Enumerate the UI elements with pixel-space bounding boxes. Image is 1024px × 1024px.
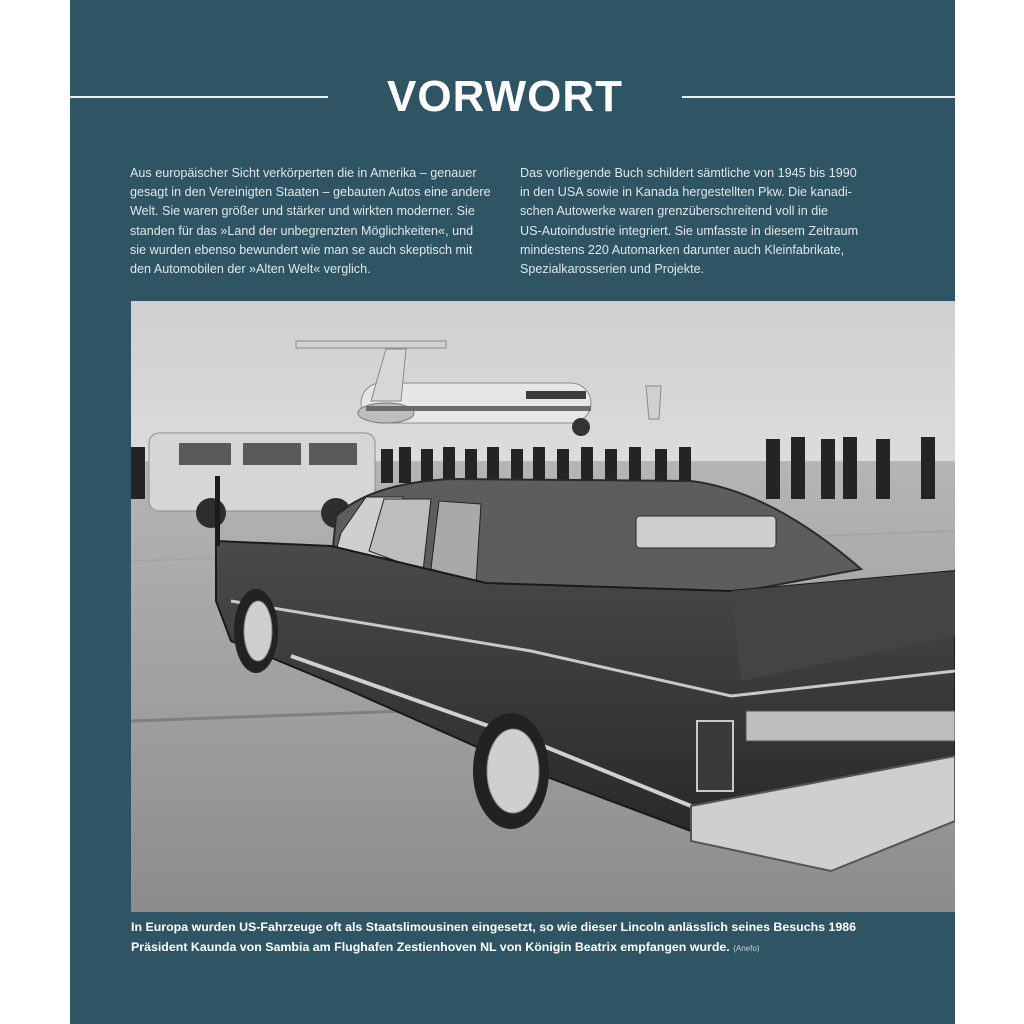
photo-caption: [131, 918, 911, 958]
page: [70, 0, 955, 1024]
header-rule-left: [70, 96, 328, 98]
page-title: VORWORT: [387, 72, 623, 121]
header: [70, 72, 955, 122]
intro-column-right: [520, 164, 910, 279]
intro-column-left: [130, 164, 510, 279]
photo-lincoln-limousine: [131, 301, 955, 912]
header-rule-right: [682, 96, 955, 98]
photo-credit: (Anefo): [733, 943, 760, 953]
intro-paragraph-left: Aus europäischer Sicht verkörperten die in Amerika – genauer gesagt in den Vereinigten Staaten – gebauten Autos eine andere Welt. Sie waren größer und stärker und wirkten moderner. Sie standen für das »Land der unbegrenzten Möglichkeiten«, und sie wurden ebenso bewundert wie man se auch skeptisch mit den Automobilen der »Alten Welt« verglich.: [130, 166, 491, 277]
caption-text: In Europa wurden US-Fahrzeuge oft als Staatslimousinen eingesetzt, so wie dieser Lincoln anlässlich seines Besuchs 1986 Präsident Kaunda von Sambia am Flughafen Zestienhoven NL von Königin Beatrix empfangen wurde.: [131, 920, 857, 954]
intro-paragraph-right: Das vorliegende Buch schildert sämtliche von 1945 bis 1990 in den USA sowie in Kanada hergestellten Pkw. Die kanadi- schen Autowerke waren grenzüberschreitend voll in die US-Autoindustrie integriert. Sie umfasste in diesem Zeitraum mindestens 220 Automarken darunter auch Kleinfabrikate, Spezialkarosserien und Projekte.: [520, 166, 859, 277]
